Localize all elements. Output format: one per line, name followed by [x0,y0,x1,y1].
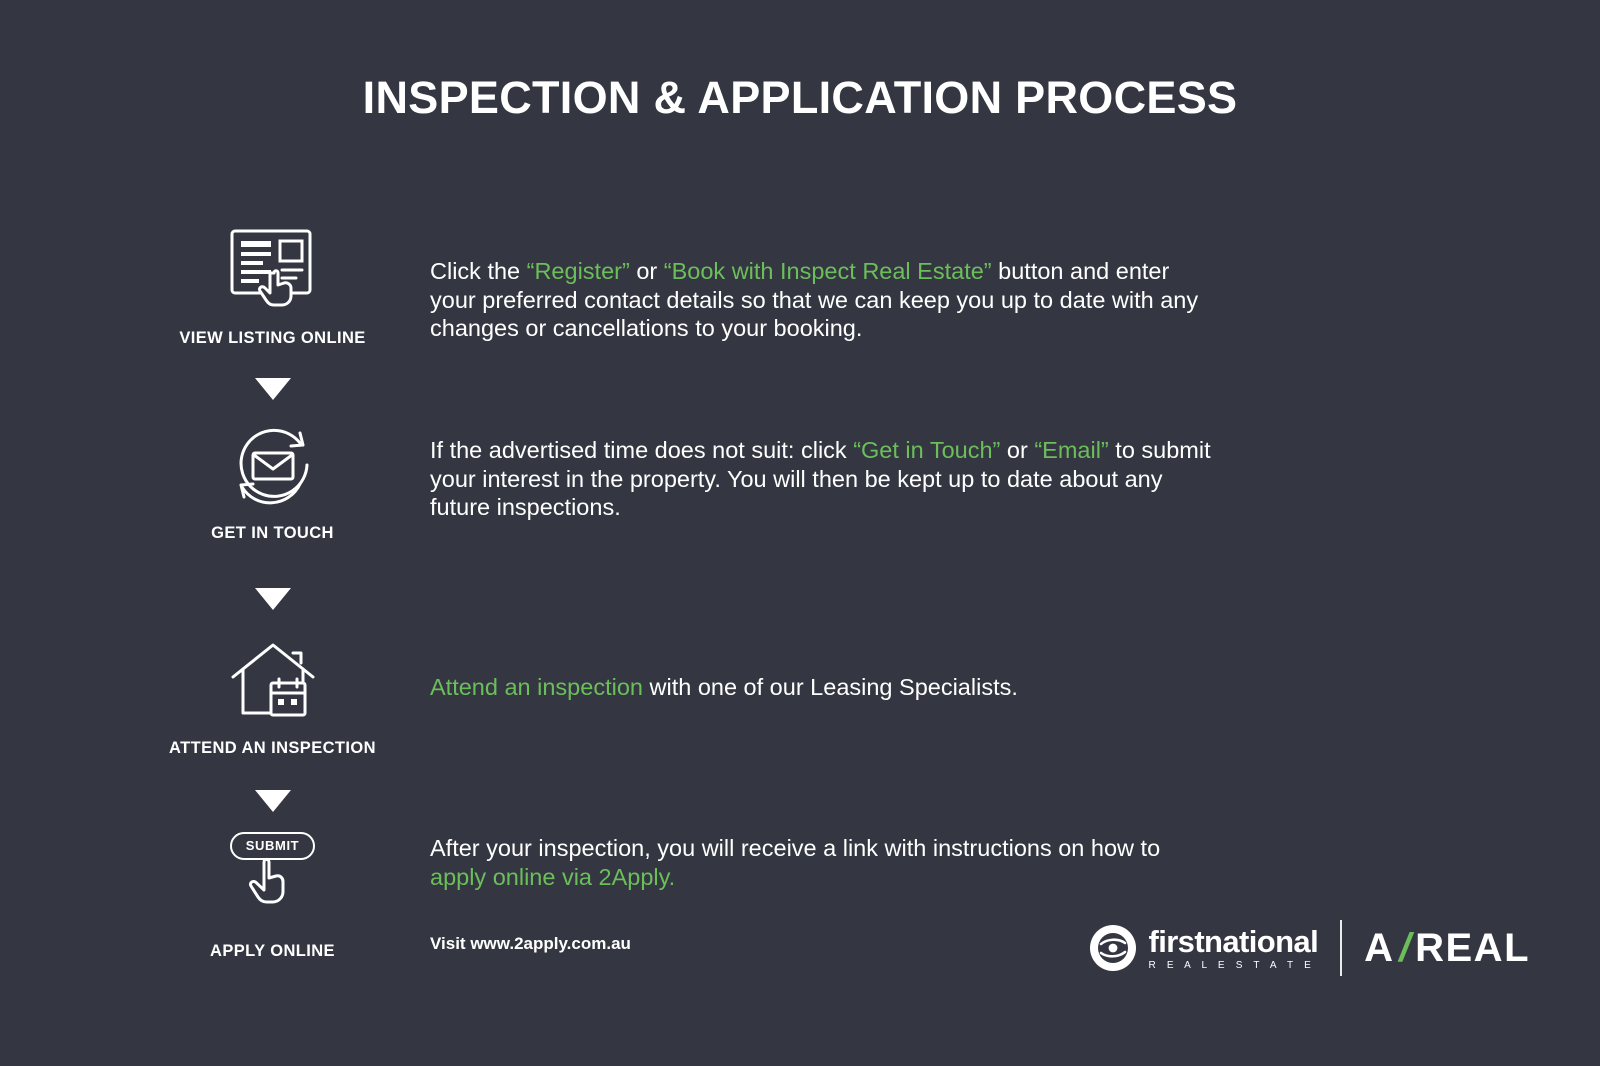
areal-a: A [1364,925,1395,970]
arrow-separator-2 [150,588,395,615]
text-part-highlight: “Register” [526,258,630,284]
step-label: APPLY ONLINE [210,942,335,960]
text-part: or [1000,437,1035,463]
step-icon-column [150,635,395,758]
brand-name: firstnational [1148,923,1319,959]
text-part: or [629,258,664,284]
step-icon-column [150,420,395,543]
text-part: to submit your interest in the property. You will then be kept up to date about any future inspections. [430,437,1211,521]
step-label: VIEW LISTING ONLINE [179,329,366,347]
submit-button-click-icon [150,832,395,924]
text-part-highlight: apply online via 2Apply. [430,863,676,890]
text-part: Click the [430,258,527,284]
page-title: INSPECTION & APPLICATION PROCESS [362,72,1238,123]
text-part: with one of our Leasing Specialists. [642,674,1018,700]
step-description [430,257,1220,343]
globe-swoosh-icon [1090,925,1136,971]
step-description [430,436,1220,522]
step-label: GET IN TOUCH [211,524,334,542]
step-label: ATTEND AN INSPECTION [169,739,376,757]
first-national-wordmark [1148,923,1319,971]
email-refresh-icon [150,420,395,510]
step-description [430,834,1220,891]
arrow-separator-1 [150,378,395,405]
submit-pill-label: SUBMIT [230,832,315,860]
text-part: If the advertised time does not suit: click [430,437,854,463]
areal-real: REAL [1415,925,1530,970]
step-icon-column [150,225,395,348]
text-part-highlight: “Email” [1034,437,1109,463]
logo-divider [1340,920,1342,976]
brand-subtitle: R E A L E S T A T E [1148,959,1316,971]
areal-logo [1364,926,1530,971]
step-icon-column [150,832,395,961]
text-part: After your inspection, you will receive a link with instructions on how to [430,835,1161,861]
text-part-highlight: “Get in Touch” [853,437,1001,463]
text-part: button and enter your preferred contact details so that we can keep you up to date with any changes or cancellations to your booking. [430,258,1199,342]
first-national-logo [1090,925,1318,971]
footer-logos [1090,920,1530,976]
house-calendar-icon [150,635,395,725]
text-part-highlight: Attend an inspection [430,674,643,700]
browser-listing-click-icon [150,225,395,315]
step-description [430,673,1220,702]
visit-url: Visit www.2apply.com.au [430,934,631,953]
text-part-highlight: “Book with Inspect Real Estate” [663,258,992,284]
areal-slash: / [1395,925,1418,970]
arrow-separator-3 [150,790,395,817]
